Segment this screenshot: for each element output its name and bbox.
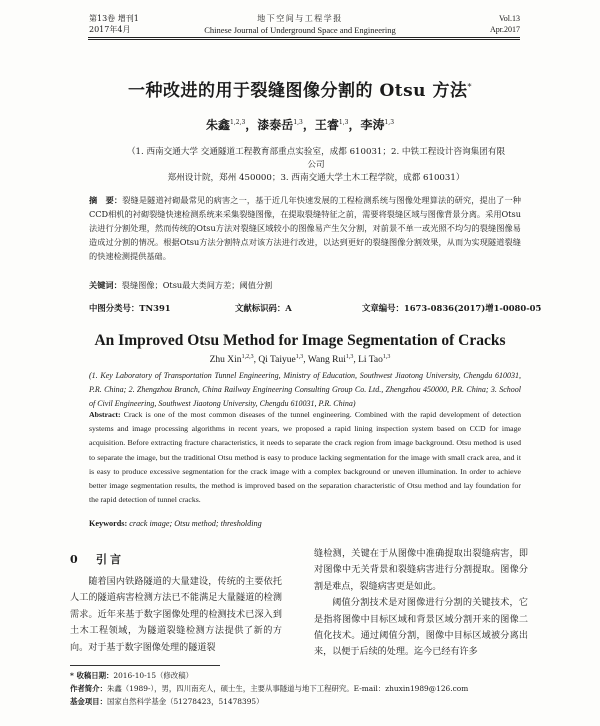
author-en: Zhu Xin: [209, 355, 242, 366]
body-paragraph: 阈值分割技术是对图像进行分割的关键技术，它是指将图像中目标区域和背景区域分割开来的图像二值化技术。通过阈值分割，图像中目标区域被分离出来，以便于后续的处理。迄今已经有许多: [314, 598, 528, 658]
authors-cn: [0, 116, 600, 133]
abstract-cn-label: 摘 要：: [89, 195, 123, 205]
footnote-author-value: 朱鑫（1989-），男，四川南充人，硕士生，主要从事隧道与地下工程研究。E-mail：zhuxin1989@126.com: [106, 684, 469, 693]
footnote-received-label: * 收稿日期：: [70, 671, 114, 680]
header-journal-cn: 地下空间与工程学报: [257, 14, 343, 23]
author-en: Qi Taiyue: [258, 355, 296, 366]
section-number: 0: [70, 553, 78, 566]
document-code-label: 文献标识码：: [235, 303, 286, 313]
clc-number: [89, 302, 171, 314]
header-right-volume: Vol.13: [499, 14, 520, 23]
header-rule-bottom: [88, 39, 520, 40]
article-number: [362, 302, 541, 314]
affiliation-cn: [126, 146, 506, 185]
paper-title-en: An Improved Otsu Method for Image Segmentation of Cracks: [94, 332, 506, 349]
author-en: Li Tao: [358, 355, 383, 366]
footnote-fund-value: 国家自然科学基金（51278423，51478395）: [106, 697, 264, 706]
abstract-cn-text: 裂缝是隧道衬砌最常见的病害之一，基于近几年快速发展的工程检测系统与图像处理算法的研究，提出了一种CCD相机的衬砌裂缝快速检测系统来采集裂缝图像，在提取裂缝特征之前，需要将裂缝区域与图像背景分离。采用Otsu法进行分割处理，然而传统的Otsu方法对裂缝区域较小的图像易产生欠分割，对前景不单一或光照不均匀的裂缝图像易造成过分割的情况。根据Otsu方法分割特点对该方法进行改进，以达到更好的裂缝图像分割效果，从而为实现隧道裂缝的快速检测提供基础。: [89, 195, 521, 261]
article-number-label: 文章编号：: [362, 303, 404, 313]
keywords-en: [89, 519, 262, 528]
author-sup: 1,2,3: [230, 119, 246, 126]
affiliation-cn-line: （1. 西南交通大学 交通隧道工程教育部重点实验室，成都 610031；2. 中铁工程设计咨询集团有限公司: [126, 147, 506, 170]
affiliation-cn-line: 郑州设计院，郑州 450000；3. 西南交通大学土木工程学院，成都 610031）: [167, 173, 465, 183]
author-sup: 1,3: [345, 354, 354, 360]
author-sup: 1,3: [295, 354, 304, 360]
document-code-value: A: [285, 303, 292, 313]
author-sep: ，: [245, 118, 258, 132]
author-sup: 1,3: [293, 119, 303, 126]
header-right-date: Apr.2017: [490, 25, 520, 34]
author-sup: 1,3: [338, 119, 349, 126]
clc-value: TN391: [139, 303, 171, 313]
author-cn: 朱鑫: [205, 118, 230, 132]
abstract-en: [89, 408, 521, 507]
footnote-fund-label: 基金项目：: [70, 697, 107, 706]
author-cn: 李涛: [360, 118, 385, 132]
author-en: Wang Rui: [307, 355, 346, 366]
keywords-en-text: crack image; Otsu method; thresholding: [129, 519, 262, 528]
footnote-author-label: 作者简介：: [70, 684, 107, 693]
authors-en: [0, 354, 600, 365]
header-journal-en: Chinese Journal of Underground Space and Engineering: [204, 25, 396, 35]
footnote-received-value: 2016-10-15（修改稿）: [113, 671, 193, 680]
document-code: [235, 302, 292, 314]
author-sep: ,: [253, 355, 259, 366]
author-sep: ,: [303, 355, 308, 366]
abstract-en-label: Abstract:: [89, 410, 121, 419]
clc-label: 中图分类号：: [89, 303, 140, 313]
footnote-rule: [70, 665, 220, 666]
abstract-en-text: Crack is one of the most common diseases of the tunnel engineering. Combined with the rapid development of detection systems and image processing algorithms in recent years, we proposed a rapid lining inspection system based on CCD for image acquisition. Before extracting fracture characteristics, it needs to separate the crack region from image background. Otsu method is used to separate the image, but the traditional Otsu method is easy to produce lacking segmentation for the image with small crack area, and it is easy to produce excessive segmentation for the crack image with a complex background or uneven illumination. In order to achieve better image segmentation results, the method is improved based on the separation characteristic of Otsu method and lay foundation for the rapid detection of tunnel cracks.: [89, 410, 521, 505]
footnote-received: [70, 670, 193, 682]
header-left-volume: 第13卷 增刊1: [89, 14, 139, 23]
keywords-cn-label: 关键词：: [89, 280, 122, 290]
body-column-left: [70, 574, 282, 656]
author-sep: ，: [348, 118, 361, 132]
title-footnote-mark: *: [467, 82, 472, 92]
paper-title-cn-text: 一种改进的用于裂缝图像分割的 Otsu 方法: [128, 81, 468, 101]
article-number-value: 1673-0836(2017)增1-0080-05: [403, 303, 542, 313]
header-left-date: 2017年4月: [89, 25, 131, 34]
body-paragraph: 随着国内铁路隧道的大量建设，传统的主要依托人工的隧道病害检测方法已不能满足大量隧道的检测需求。近年来基于数字图像处理的检测技术已深入到土木工程领域，为隧道裂缝检测方法提供了新的方向。对于基于数字图像处理的隧道裂: [70, 577, 282, 653]
footnote-fund: [70, 696, 264, 708]
author-sup: 1,3: [384, 119, 395, 126]
body-column-right: [314, 546, 528, 661]
keywords-en-label: Keywords:: [89, 519, 128, 528]
author-cn: 王睿: [314, 118, 339, 132]
keywords-cn-text: 裂缝图像；Otsu最大类间方差；阈值分割: [121, 280, 273, 290]
affiliation-en: (1. Key Laboratory of Transportation Tunnel Engineering, Ministry of Education, Southwest Jiaotong University, Chengdu 610031, P.R. China; 2. Zhengzhou Branch, China Railway Engineering Consulting Group Co. Ltd., Zhengzhou 450000, P.R. China; 3. School of Civil Engineering, Southwest Jiaotong University, Chengdu 610031, P.R. China): [89, 371, 521, 408]
author-sep: ，: [302, 118, 315, 132]
paper-title-cn: [0, 76, 600, 101]
section-heading: [70, 551, 124, 567]
section-title: 引言: [96, 553, 124, 566]
author-cn: 漆泰岳: [257, 118, 294, 132]
abstract-cn: [89, 193, 521, 263]
author-sup: 1,2,3: [241, 354, 254, 360]
header-rule-top: [88, 37, 520, 38]
author-sup: 1,3: [382, 354, 391, 360]
body-paragraph: 缝检测，关键在于从图像中准确提取出裂缝病害，即对图像中无关背景和裂缝病害进行分割提取。图像分割是难点，裂缝病害更是如此。: [314, 549, 528, 592]
footnote-author: [70, 683, 468, 695]
keywords-cn: [89, 280, 272, 291]
author-sep: ,: [353, 355, 359, 366]
